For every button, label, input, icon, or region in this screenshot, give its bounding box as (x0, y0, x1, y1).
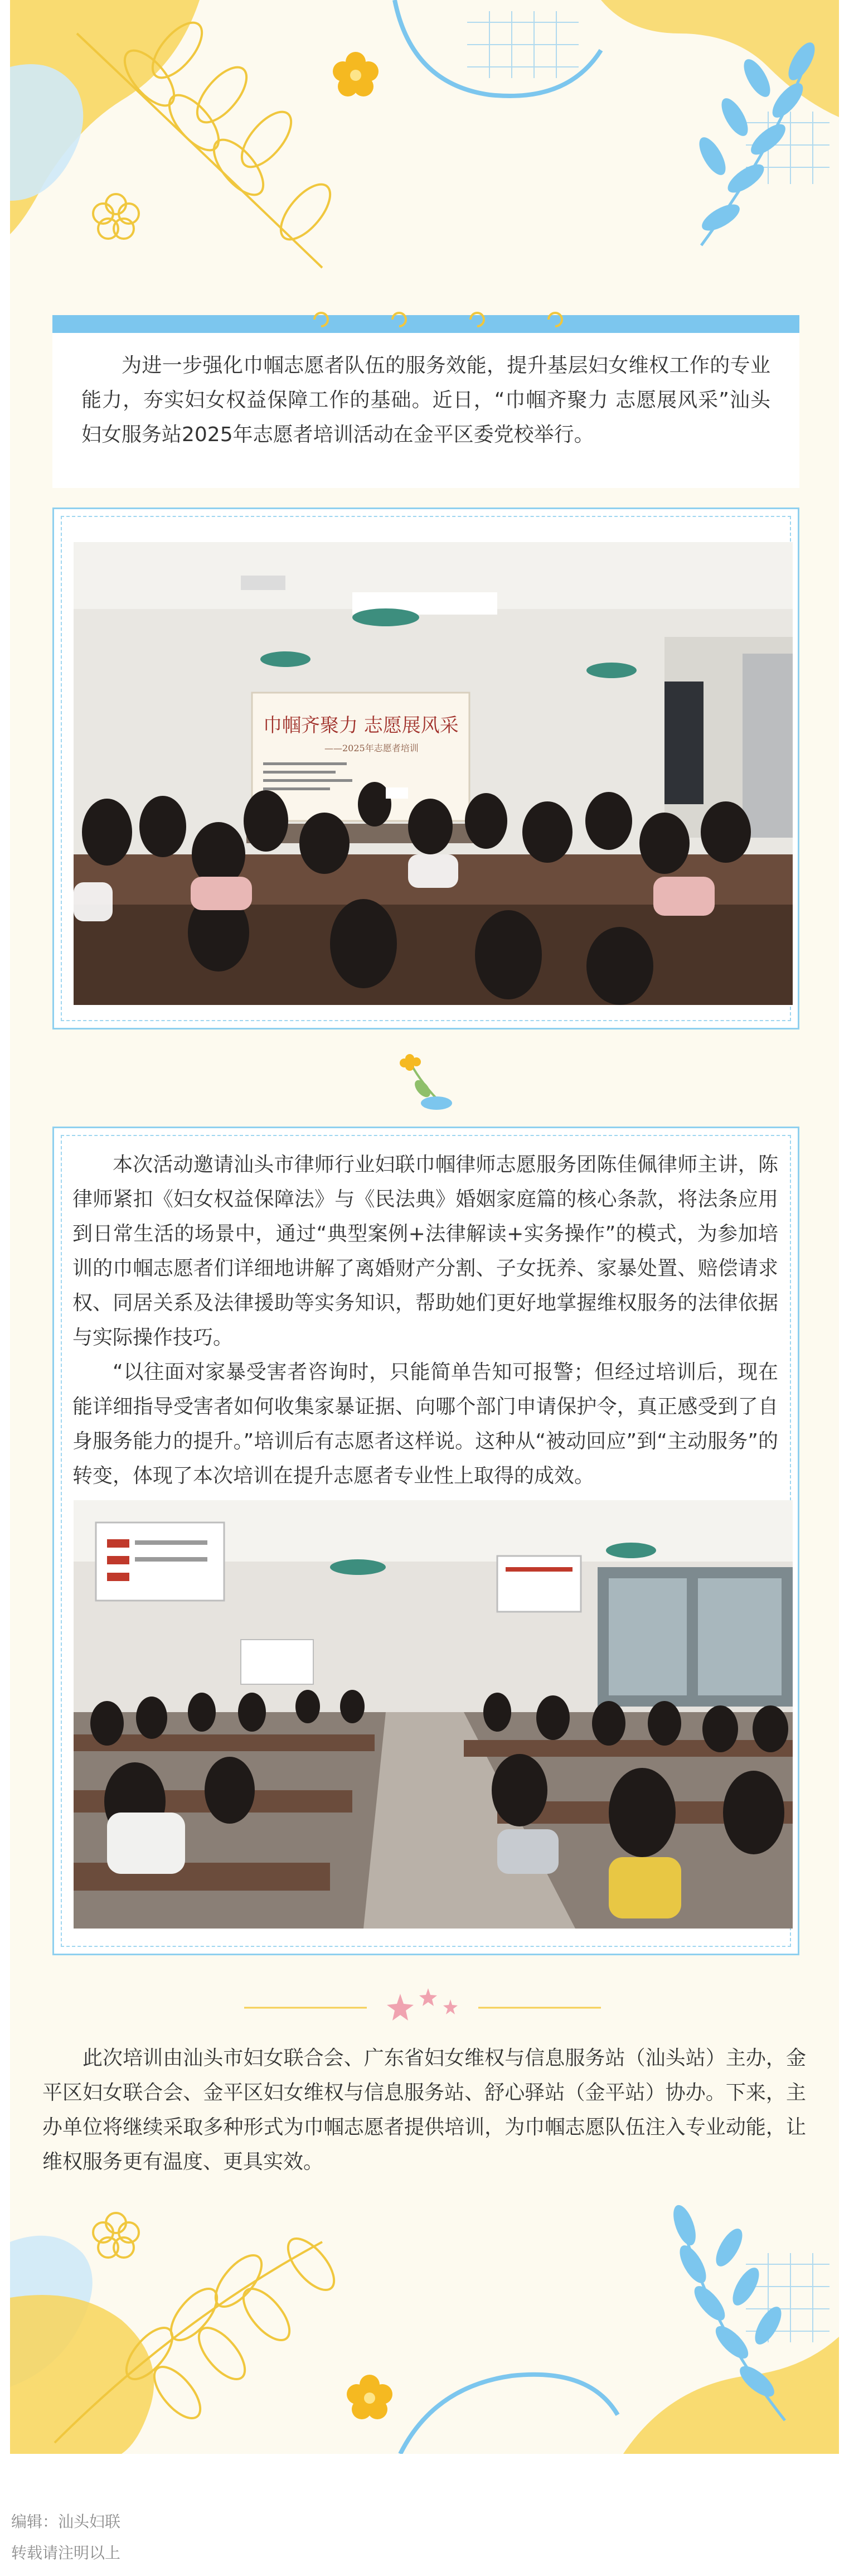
reprint-notice: 转载请注明以上 (11, 2544, 121, 2562)
sparkle-icon (244, 1983, 601, 2027)
classroom-photo-1 (74, 542, 793, 1005)
closing-paragraph: 此次培训由汕头市妇女联合会、广东省妇女维权与信息服务站（汕头站）主办，金平区妇女联合会、金平区妇女维权与信息服务站、舒心驿站（金平站）协办。下来，主办单位将继续采取多种形式为巾帼志愿者提供培训，为巾帼志愿队伍注入专业动能，让维权服务更有温度、更具实效。 (42, 2047, 806, 2173)
closing-text (42, 2041, 806, 2179)
article-poster (10, 0, 839, 2454)
editor-credit: 编辑：汕头妇联 (11, 2512, 121, 2531)
ring-icon (52, 303, 799, 330)
intro-paragraph: 为进一步强化巾帼志愿者队伍的服务效能，提升基层妇女维权工作的专业能力，夯实妇女权益保障工作的基础。近日，“巾帼齐聚力 志愿展风采”汕头妇女服务站2025年志愿者培训活动在金平区委党校举行。 (81, 354, 770, 446)
screen-subtitle: ——2025年志愿者培训 (324, 743, 419, 753)
sparkle-icon (397, 1048, 459, 1115)
screen-title: 巾帼齐聚力 志愿展风采 (263, 714, 459, 737)
top-decoration (10, 0, 839, 290)
classroom-photo-2 (74, 1500, 793, 1929)
body-text (72, 1148, 778, 1494)
body-paragraph-2: “以往面对家暴受害者咨询时，只能简单告知可报警；但经过培训后，现在能详细指导受害者如何收集家暴证据、向哪个部门申请保护令，真正感受到了自身服务能力的提升。”培训后有志愿者这样说。这种从“被动回应”到“主动服务”的转变，体现了本次培训在提升志愿者专业性上取得的成效。 (72, 1361, 778, 1487)
bottom-decoration (10, 2175, 839, 2454)
body-paragraph-1: 本次活动邀请汕头市律师行业妇联巾帼律师志愿服务团陈佳佩律师主讲，陈律师紧扣《妇女权益保障法》与《民法典》婚姻家庭篇的核心条款，将法条应用到日常生活的场景中，通过“典型案例+法律解读+实务操作”的模式，为参加培训的巾帼志愿者们详细地讲解了离婚财产分割、子女抚养、家暴处置、赔偿请求权、同居关系及法律援助等实务知识，帮助她们更好地掌握维权服务的法律依据与实际操作技巧。 (72, 1153, 778, 1349)
intro-card (52, 315, 799, 488)
